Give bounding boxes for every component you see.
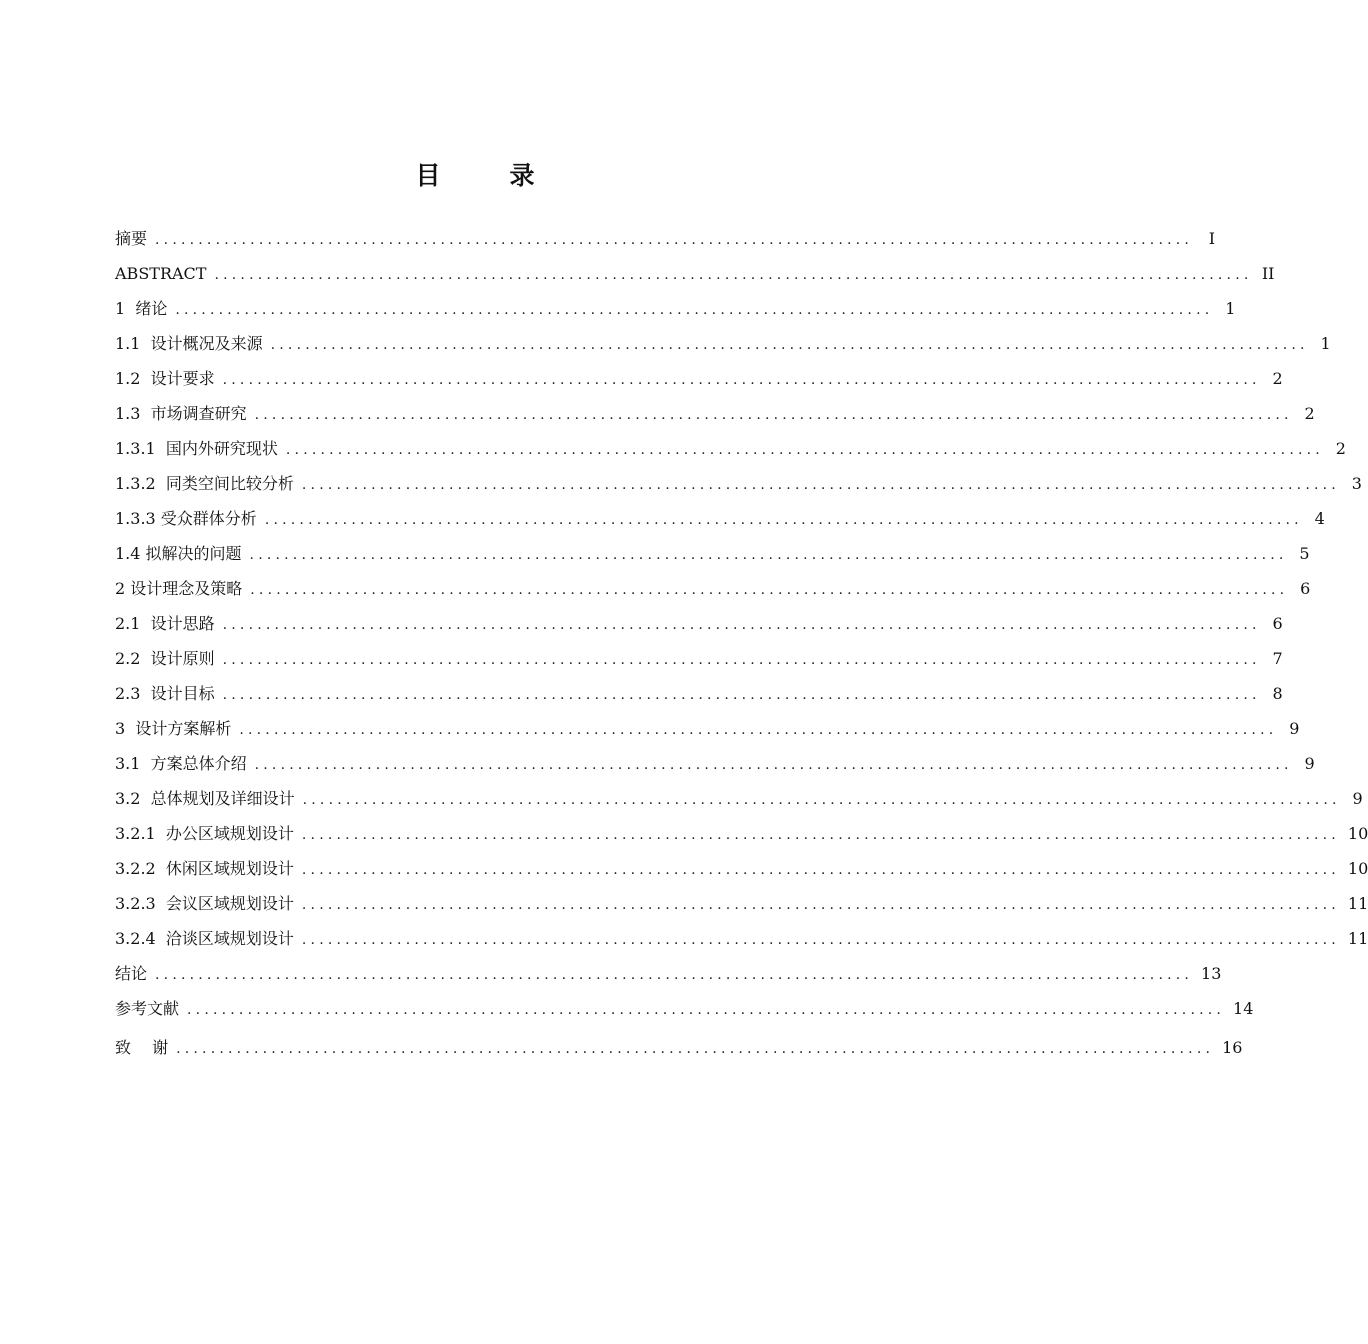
toc-entry-label: 3.2.1 办公区域规划设计	[115, 824, 294, 843]
toc-entry-label: 2.3 设计目标	[115, 684, 215, 703]
toc-entry-3-2[interactable]	[115, 781, 1363, 816]
toc-entry-page: 9	[1352, 789, 1363, 808]
toc-entry-label: 3.2.3 会议区域规划设计	[115, 894, 294, 913]
dot-leader: ........................................................................................................................	[301, 897, 1340, 913]
toc-entry-page: 13	[1201, 964, 1222, 983]
dot-leader: ........................................................................................................................	[175, 302, 1214, 318]
toc-entry-page: 1	[1225, 299, 1236, 318]
toc-entry-references[interactable]	[115, 991, 1254, 1026]
dot-leader: ........................................................................................................................	[155, 232, 1194, 248]
toc-entry-abstract-en[interactable]	[115, 256, 1275, 291]
toc-entry-2-3[interactable]	[115, 676, 1283, 711]
dot-leader: ........................................................................................................................	[155, 967, 1194, 983]
toc-entry-page: 6	[1272, 614, 1283, 633]
toc-entry-3-2-1[interactable]	[115, 816, 1368, 851]
toc-entry-3-2-4[interactable]	[115, 921, 1368, 956]
toc-entry-1-3-2[interactable]	[115, 466, 1362, 501]
toc-entry-label: 摘要	[115, 229, 148, 248]
dot-leader: ........................................................................................................................	[285, 442, 1324, 458]
dot-leader: ........................................................................................................................	[222, 652, 1261, 668]
toc-entry-1-1[interactable]	[115, 326, 1331, 361]
toc-entry-label: 参考文献	[115, 999, 180, 1018]
toc-entry-page: 6	[1300, 579, 1311, 598]
dot-leader: ........................................................................................................................	[301, 932, 1340, 948]
toc-entry-2-1[interactable]	[115, 606, 1283, 641]
toc-entry-label: 1.1 设计概况及来源	[115, 334, 263, 353]
toc-entry-page: 11	[1347, 894, 1368, 913]
toc-entry-label: 3.2.4 洽谈区域规划设计	[115, 929, 294, 948]
dot-leader: ........................................................................................................................	[222, 617, 1261, 633]
toc-entry-label: 3.2 总体规划及详细设计	[115, 789, 295, 808]
toc-entry-label: 2.2 设计原则	[115, 649, 215, 668]
dot-leader: ........................................................................................................................	[270, 337, 1309, 353]
dot-leader: ........................................................................................................................	[250, 582, 1289, 598]
dot-leader: ........................................................................................................................	[214, 267, 1253, 283]
toc-entry-label: 结论	[115, 964, 148, 983]
toc-entry-label: 3.2.2 休闲区域规划设计	[115, 859, 294, 878]
toc-entry-page: 9	[1304, 754, 1315, 773]
toc-entry-page: 4	[1314, 509, 1325, 528]
toc-entry-page: 2	[1304, 404, 1315, 423]
toc-entry-page: 5	[1299, 544, 1310, 563]
toc-entry-page: 7	[1272, 649, 1283, 668]
toc-entry-conclusion[interactable]	[115, 956, 1222, 991]
toc-entry-page: 8	[1272, 684, 1283, 703]
dot-leader: ........................................................................................................................	[301, 862, 1340, 878]
dot-leader: ........................................................................................................................	[222, 687, 1261, 703]
toc-entry-label: 1.2 设计要求	[115, 369, 215, 388]
toc-entry-1-4[interactable]	[115, 536, 1310, 571]
dot-leader: ........................................................................................................................	[222, 372, 1261, 388]
toc-entry-page: II	[1261, 264, 1275, 283]
toc-entry-2[interactable]	[115, 571, 1311, 606]
toc-entry-3-2-2[interactable]	[115, 851, 1368, 886]
toc-entry-3[interactable]	[115, 711, 1300, 746]
toc-entry-3-1[interactable]	[115, 746, 1315, 781]
dot-leader: ........................................................................................................................	[239, 722, 1278, 738]
toc-entry-label: 3.1 方案总体介绍	[115, 754, 247, 773]
page-title: 目 录	[415, 161, 557, 190]
toc-entry-label: 1 绪论	[115, 299, 168, 318]
toc-entry-label: 2 设计理念及策略	[115, 579, 243, 598]
toc-entry-label: 1.3.1 国内外研究现状	[115, 439, 278, 458]
toc-entry-page: 11	[1347, 929, 1368, 948]
dot-leader: ........................................................................................................................	[254, 407, 1293, 423]
toc-entry-label: 2.1 设计思路	[115, 614, 215, 633]
toc-entry-1-3-3[interactable]	[115, 501, 1325, 536]
dot-leader: ........................................................................................................................	[301, 827, 1340, 843]
toc-entry-1[interactable]	[115, 291, 1236, 326]
dot-leader: ........................................................................................................................	[249, 547, 1288, 563]
dot-leader: ........................................................................................................................	[176, 1041, 1215, 1057]
toc-entry-2-2[interactable]	[115, 641, 1283, 676]
toc-entry-page: I	[1208, 229, 1216, 248]
toc-entry-1-2[interactable]	[115, 361, 1283, 396]
toc-entry-page: 14	[1233, 999, 1254, 1018]
toc-entry-page: 16	[1222, 1038, 1243, 1057]
dot-leader: ........................................................................................................................	[264, 512, 1303, 528]
toc-entry-label: 致 谢	[115, 1038, 169, 1057]
toc-entry-abstract-cn[interactable]	[115, 221, 1216, 256]
toc-entry-label: ABSTRACT	[115, 264, 207, 283]
toc-entry-1-3[interactable]	[115, 396, 1315, 431]
toc-entry-page: 10	[1347, 824, 1368, 843]
table-of-contents	[115, 221, 1368, 1065]
toc-entry-label: 1.3.2 同类空间比较分析	[115, 474, 294, 493]
toc-entry-page: 2	[1335, 439, 1346, 458]
dot-leader: ........................................................................................................................	[302, 792, 1341, 808]
toc-entry-page: 1	[1320, 334, 1331, 353]
toc-entry-page: 10	[1347, 859, 1368, 878]
toc-entry-acknowledgements[interactable]	[115, 1030, 1243, 1065]
toc-entry-page: 9	[1289, 719, 1300, 738]
toc-entry-label: 1.3.3 受众群体分析	[115, 509, 257, 528]
dot-leader: ........................................................................................................................	[254, 757, 1293, 773]
toc-entry-page: 2	[1272, 369, 1283, 388]
toc-entry-3-2-3[interactable]	[115, 886, 1368, 921]
dot-leader: ........................................................................................................................	[301, 477, 1340, 493]
toc-entry-label: 1.4 拟解决的问题	[115, 544, 242, 563]
toc-entry-1-3-1[interactable]	[115, 431, 1346, 466]
toc-entry-page: 3	[1351, 474, 1362, 493]
toc-entry-label: 3 设计方案解析	[115, 719, 232, 738]
toc-entry-label: 1.3 市场调查研究	[115, 404, 247, 423]
dot-leader: ........................................................................................................................	[187, 1002, 1226, 1018]
